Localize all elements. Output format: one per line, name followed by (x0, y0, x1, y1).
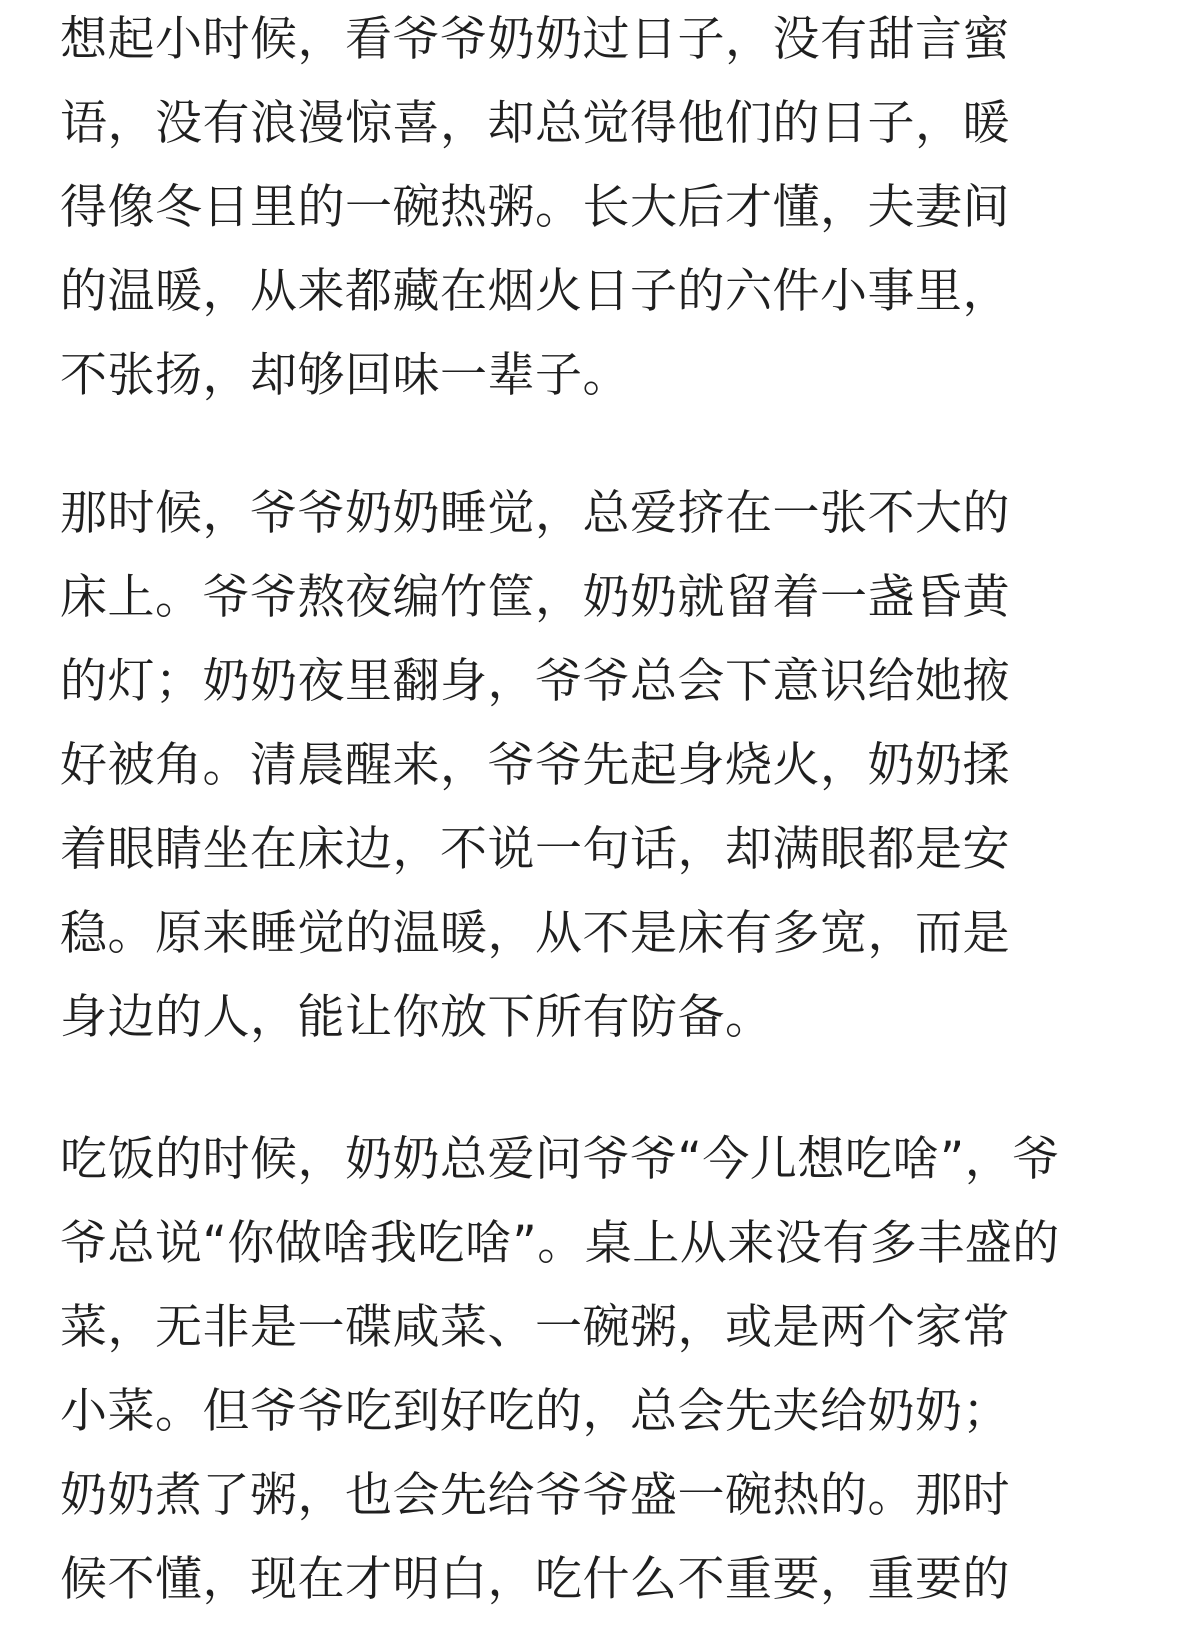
text-line: 的灯；奶奶夜里翻身，爷爷总会下意识给她掖 (60, 654, 1010, 709)
text-line: 小菜。但爷爷吃到好吃的，总会先夹给奶奶； (60, 1384, 1010, 1439)
text-line: 想起小时候，看爷爷奶奶过日子，没有甜言蜜 (60, 12, 1010, 67)
paragraph-eating (60, 1118, 1060, 1622)
text-line: 稳。原来睡觉的温暖，从不是床有多宽，而是 (60, 906, 1010, 961)
text-line: 床上。爷爷熬夜编竹筐，奶奶就留着一盏昏黄 (60, 570, 1010, 625)
text-line: 那时候，爷爷奶奶睡觉，总爱挤在一张不大的 (60, 486, 1010, 541)
text-line: 得像冬日里的一碗热粥。长大后才懂，夫妻间 (60, 180, 1010, 235)
text-line: 的温暖，从来都藏在烟火日子的六件小事里， (60, 264, 1010, 319)
text-line: 菜，无非是一碟咸菜、一碗粥，或是两个家常 (60, 1300, 1010, 1355)
text-line: 爷总说“你做啥我吃啥”。桌上从来没有多丰盛的 (60, 1216, 1060, 1271)
text-line: 候不懂，现在才明白，吃什么不重要，重要的 (60, 1552, 1010, 1607)
paragraph-sleeping (60, 472, 1010, 1060)
text-line: 语，没有浪漫惊喜，却总觉得他们的日子，暖 (60, 96, 1010, 151)
paragraph-childhood (60, 0, 1010, 418)
text-line: 好被角。清晨醒来，爷爷先起身烧火，奶奶揉 (60, 738, 1010, 793)
text-line: 着眼睛坐在床边，不说一句话，却满眼都是安 (60, 822, 1010, 877)
text-line: 身边的人，能让你放下所有防备。 (60, 990, 773, 1045)
text-line: 吃饭的时候，奶奶总爱问爷爷“今儿想吃啥”，爷 (60, 1132, 1060, 1187)
text-line: 不张扬，却够回味一辈子。 (60, 348, 630, 403)
text-line: 奶奶煮了粥，也会先给爷爷盛一碗热的。那时 (60, 1468, 1010, 1523)
